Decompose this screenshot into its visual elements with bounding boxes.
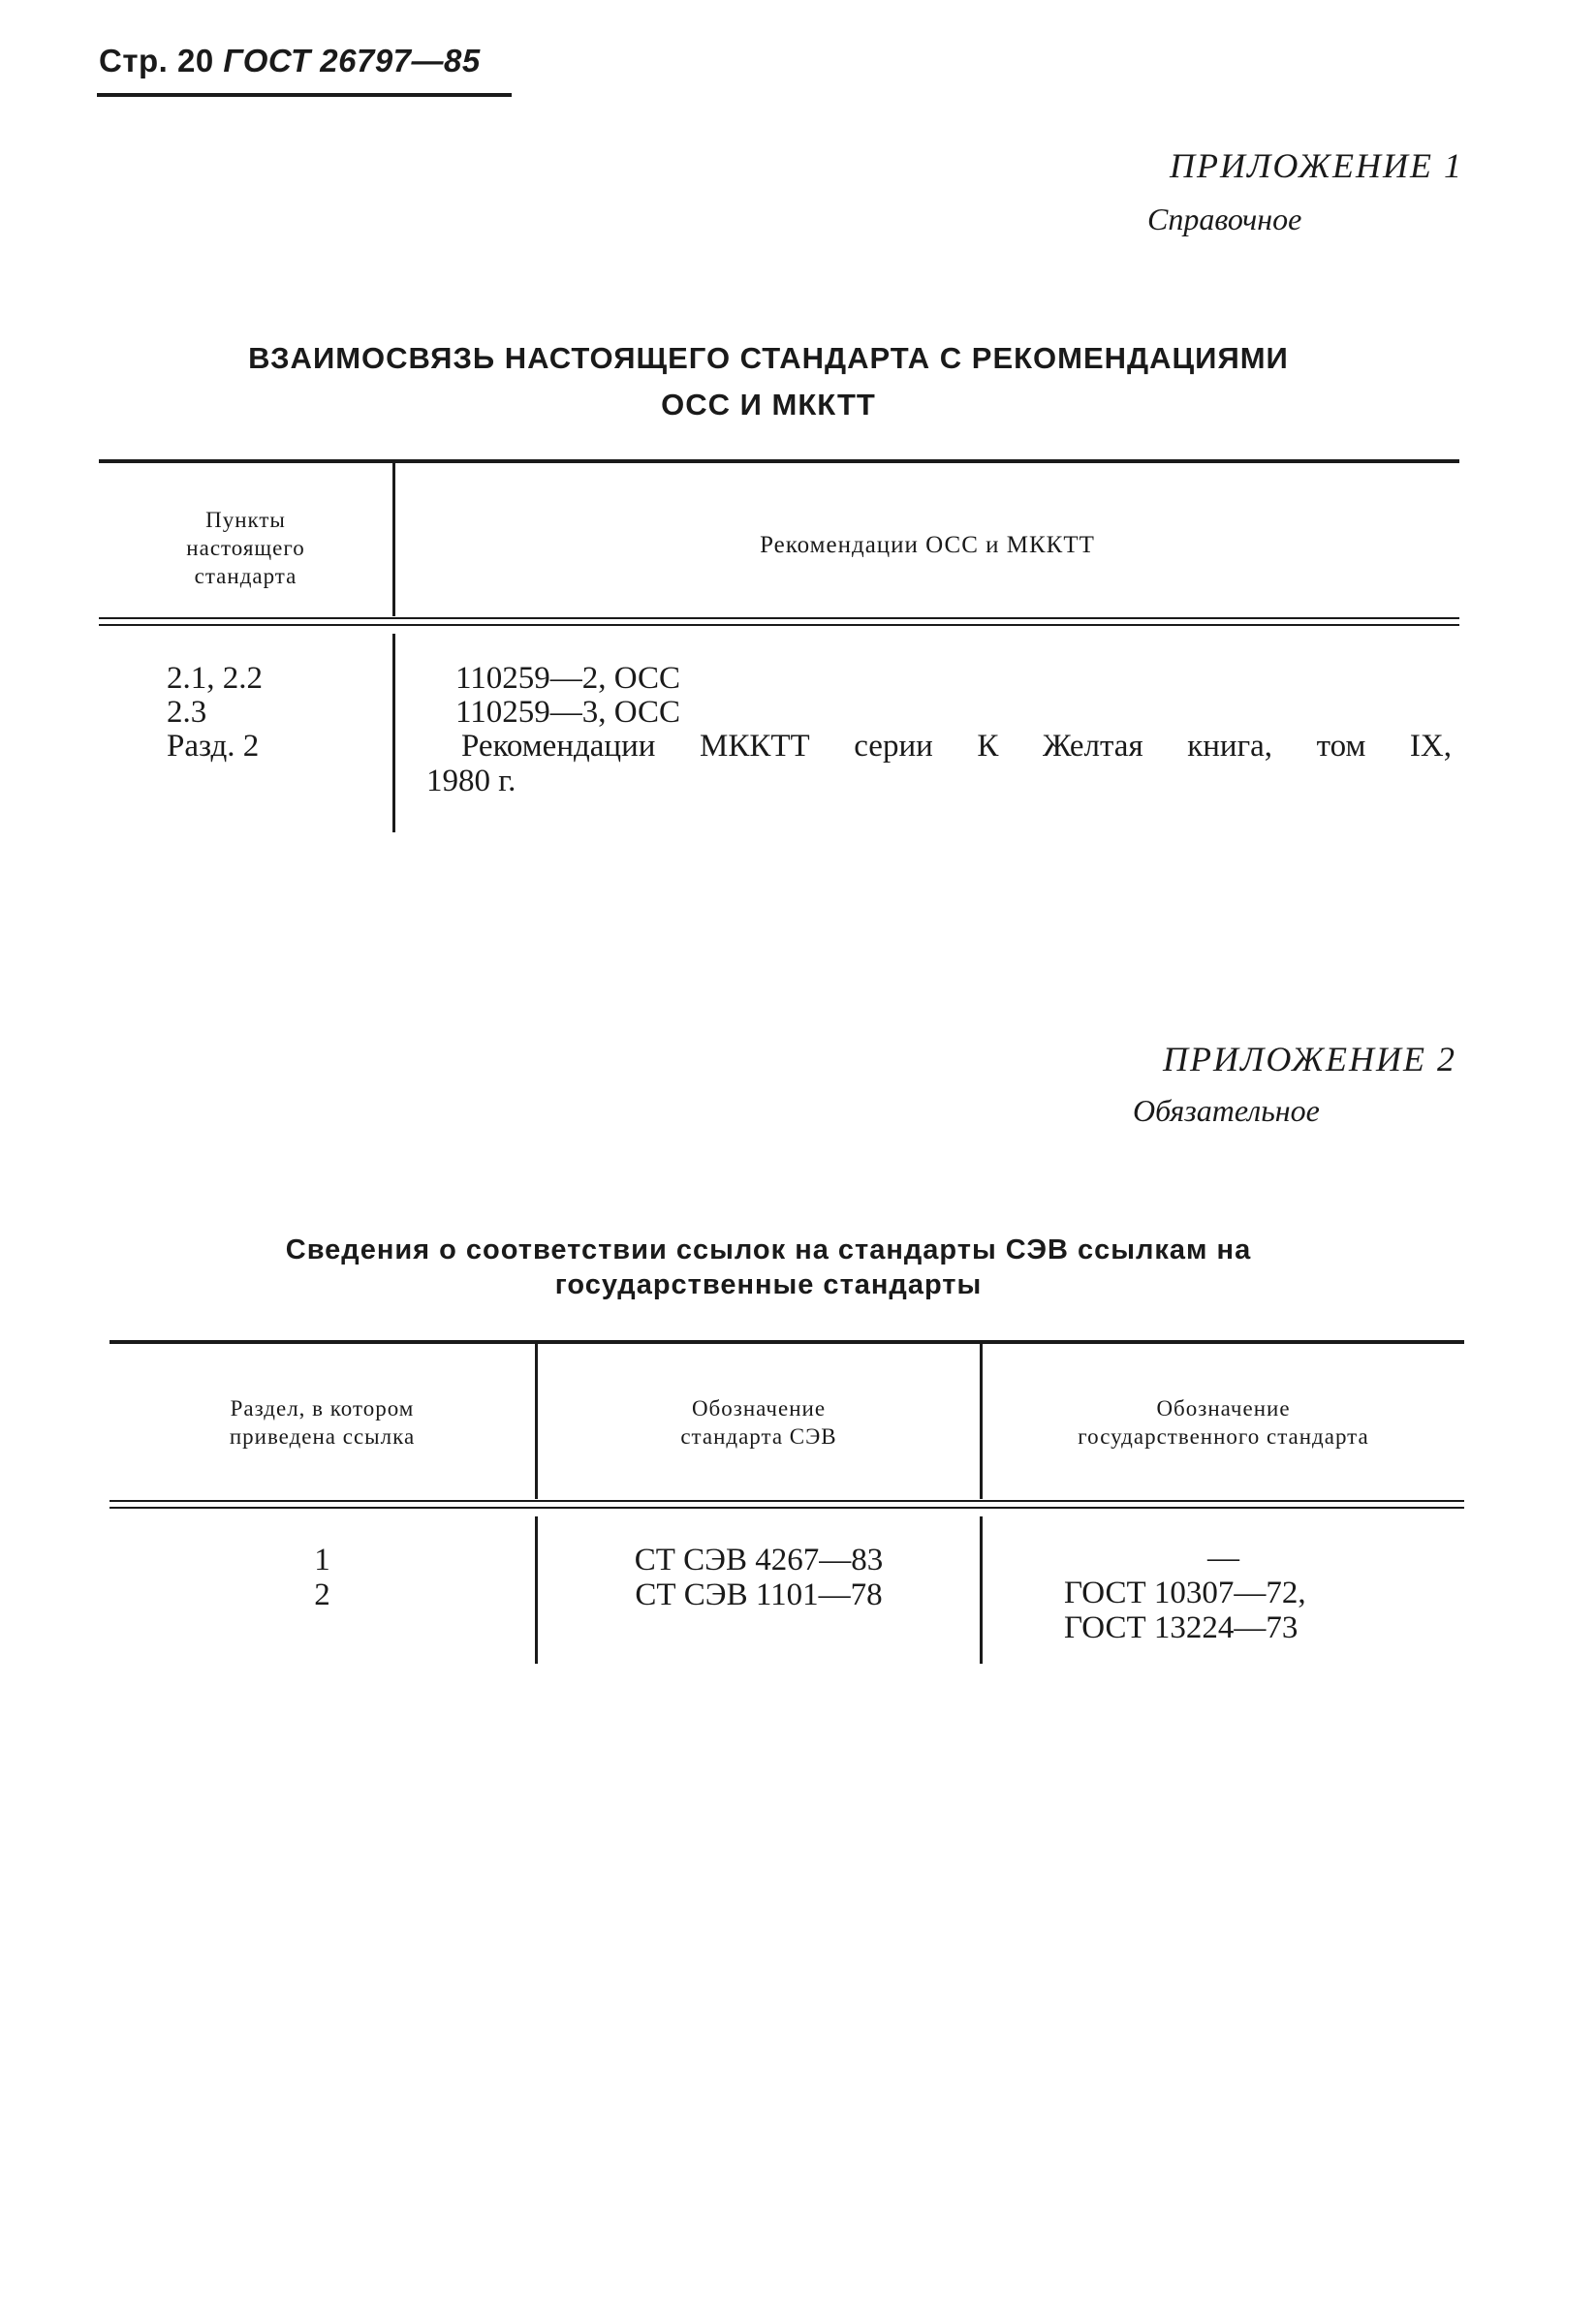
appendix1-type: Справочное (1147, 202, 1302, 236)
table2-header-sev: Обозначение стандарта СЭВ (680, 1396, 837, 1449)
table1-point: 2.1, 2.2 (167, 661, 263, 696)
table1-recommendation: 110259—3, ОСС (455, 695, 681, 730)
table1-point: Разд. 2 (167, 729, 260, 764)
table2-header-section: Раздел, в котором приведена ссылка (229, 1396, 416, 1449)
table1-header-points: Пункты настоящего стандарта (186, 508, 305, 588)
page-header (99, 43, 481, 79)
appendix2-type: Обязательное (1133, 1093, 1320, 1128)
table1-header-recommendations: Рекомендации ОСС и МККТТ (760, 532, 1095, 558)
table1-top-rule (99, 459, 1459, 463)
table1-header-rule-1 (99, 617, 1459, 619)
appendix1-label: ПРИЛОЖЕНИЕ 1 (1170, 146, 1463, 185)
table2-top-rule (110, 1340, 1464, 1344)
appendix1-title-line2: ОСС И МККТТ (661, 388, 876, 422)
table2-gost-standard: ГОСТ 10307—72, (1064, 1576, 1306, 1610)
table2-sev-standard: СТ СЭВ 4267—83 (634, 1543, 884, 1577)
appendix2-title-line2: государственные стандарты (554, 1269, 983, 1300)
table1-recommendation: Рекомендации МККТТ серии К Желтая книга, том IX, (461, 729, 1452, 764)
page-number: Стр. 20 (99, 43, 214, 78)
table2-gost-standard: ГОСТ 13224—73 (1064, 1610, 1299, 1645)
table1-recommendation: 110259—2, ОСС (455, 661, 681, 696)
standard-number: ГОСТ 26797—85 (223, 43, 481, 78)
table2-section: 1 (314, 1543, 330, 1577)
table2-sev-standard: СТ СЭВ 1101—78 (635, 1577, 883, 1612)
table1-recommendation: 1980 г. (426, 764, 516, 798)
table2-body-divider-2 (980, 1516, 983, 1664)
header-rule (97, 93, 512, 97)
table2-header-rule-1 (110, 1500, 1464, 1502)
appendix2-label: ПРИЛОЖЕНИЕ 2 (1163, 1040, 1456, 1078)
table2-header-gost: Обозначение государственного стандарта (1078, 1396, 1369, 1449)
table1-header-rule-2 (99, 624, 1459, 626)
appendix2-title-line1: Сведения о соответствии ссылок на стандарты СЭВ ссылкам на (285, 1234, 1252, 1265)
table1-point: 2.3 (167, 695, 207, 730)
table2-header-rule-2 (110, 1507, 1464, 1509)
table2-gost-standard: — (1207, 1541, 1239, 1576)
table2-section: 2 (314, 1577, 330, 1612)
appendix1-title-line1: ВЗАИМОСВЯЗЬ НАСТОЯЩЕГО СТАНДАРТА С РЕКОМЕНДАЦИЯМИ (248, 341, 1289, 375)
table1-body-divider (392, 634, 395, 832)
